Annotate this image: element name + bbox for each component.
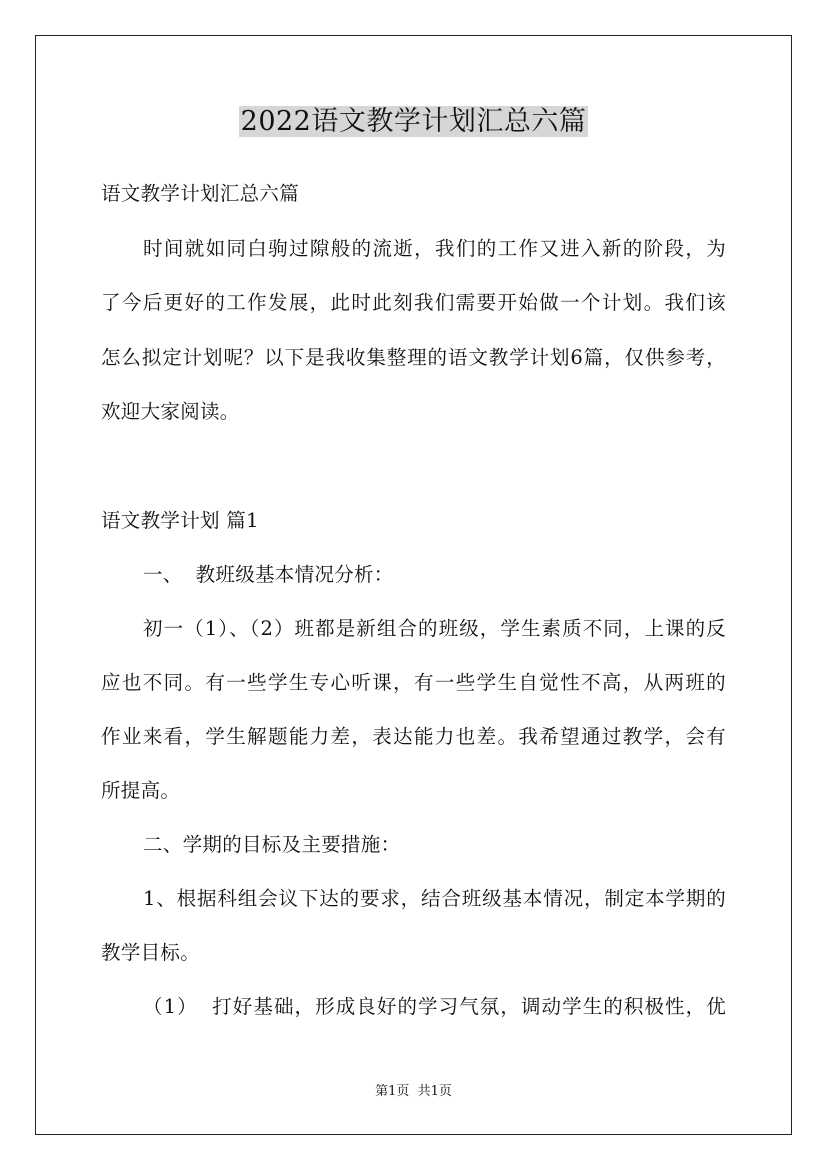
section-heading: 语文教学计划 篇1 (101, 509, 259, 532)
intro-line-1: 时间就如同白驹过隙般的流逝，我们的工作又进入新的阶段，为 (143, 237, 726, 260)
item1-line-4: 所提高。 (101, 779, 181, 802)
document-title: 2022语文教学计划汇总六篇 (240, 106, 587, 137)
item2-line-1: 1、根据科组会议下达的要求，结合班级基本情况，制定本学期的 (143, 887, 726, 910)
item1-heading: 一、 教班级基本情况分析： (143, 563, 394, 586)
item1-line-2: 应也不同。有一些学生专心听课，有一些学生自觉性不高，从两班的 (101, 671, 726, 694)
item2-sub-line: （1） 打好基础，形成良好的学习气氛，调动学生的积极性，优 (143, 995, 726, 1018)
intro-line-2: 了今后更好的工作发展，此时此刻我们需要开始做一个计划。我们该 (101, 291, 726, 314)
intro-line-3: 怎么拟定计划呢？以下是我收集整理的语文教学计划6篇，仅供参考， (101, 346, 726, 369)
item2-line-2: 教学目标。 (101, 941, 201, 964)
item2-heading: 二、学期的目标及主要措施： (143, 833, 401, 856)
item1-line-1: 初一（1）、（2）班都是新组合的班级，学生素质不同，上课的反 (143, 617, 726, 640)
intro-line-4: 欢迎大家阅读。 (101, 400, 240, 423)
item1-line-3: 作业来看，学生解题能力差，表达能力也差。我希望通过教学，会有 (101, 725, 726, 748)
document-subtitle: 语文教学计划汇总六篇 (101, 182, 300, 205)
page-footer: 第1页 共1页 (375, 1084, 452, 1099)
